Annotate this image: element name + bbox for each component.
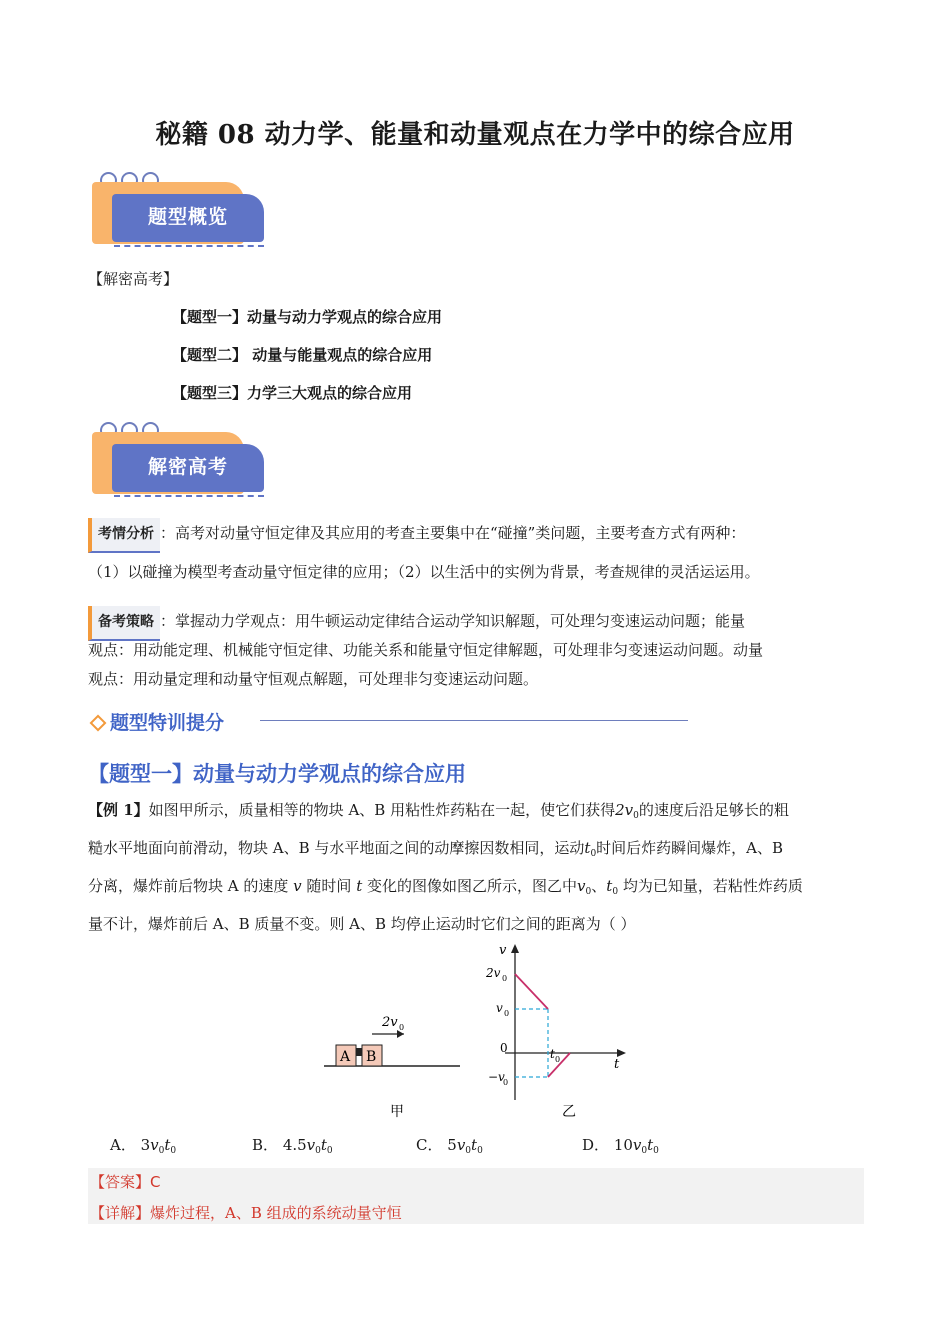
banner-overview-label: 题型概览 bbox=[112, 194, 264, 242]
example-label: 【例 1】 bbox=[88, 801, 149, 819]
option-d[interactable]: D． $10v_0t_0$ bbox=[582, 1136, 659, 1156]
beikao-line2: 观点：用动能定理、机械能守恒定律、功能关系和能量守恒定律解题，可处理非匀变速运动问题。动量 bbox=[88, 641, 764, 659]
example-text-3a: 分离，爆炸前后物块 A 的速度 bbox=[88, 877, 289, 895]
kaoqing-tag: 考情分析 bbox=[88, 518, 160, 553]
svg-text:0: 0 bbox=[502, 974, 508, 983]
option-b[interactable]: B． $4.5v_0t_0$ bbox=[252, 1136, 333, 1156]
example-line4: 量不计，爆炸前后 A、B 质量不变。则 A、B 均停止运动时它们之间的距离为（ ） bbox=[88, 915, 636, 933]
axis-v-label: v bbox=[499, 943, 507, 958]
tick-2v0: 2v bbox=[486, 966, 501, 980]
detail-value: 爆炸过程，A、B 组成的系统动量守恒 bbox=[150, 1204, 402, 1222]
banner-jiemi bbox=[92, 422, 272, 506]
example-text-2a: 糙水平地面向前滑动，物块 A、B 与水平地面之间的动摩擦因数相同，运动 bbox=[88, 839, 585, 857]
example-text-3b: 随时间 bbox=[306, 877, 352, 895]
example-text-3d: 、 bbox=[591, 877, 607, 895]
graph-segment-1 bbox=[515, 974, 548, 1009]
example-text-2b: 时间后炸药瞬间爆炸，A、B bbox=[596, 839, 784, 857]
tick-t0: t bbox=[550, 1047, 555, 1061]
explosive bbox=[356, 1048, 362, 1056]
diamond-icon bbox=[90, 715, 107, 732]
block-b-label: B bbox=[366, 1049, 377, 1065]
example-line2: 糙水平地面向前滑动，物块 A、B 与水平地面之间的动摩擦因数相同，运动$t_0$时间后炸药瞬间爆炸，A、B bbox=[88, 839, 784, 859]
kaoqing-line2: （1）以碰撞为模型考查动量守恒定律的应用；（2）以生活中的实例为背景，考查规律的灵活运运用。 bbox=[88, 563, 760, 581]
svg-text:0: 0 bbox=[504, 1009, 510, 1018]
caption-yi: 乙 bbox=[562, 1104, 576, 1120]
beikao-tag: 备考策略 bbox=[88, 606, 160, 641]
example-text-1b: 的速度后沿足够长的粗 bbox=[638, 801, 789, 819]
section-bar-label: 题型特训提分 bbox=[110, 712, 225, 734]
axis-t-label: t bbox=[614, 1057, 620, 1072]
example-text-1a: 如图甲所示，质量相等的物块 A、B 用粘性炸药粘在一起，使它们获得 bbox=[148, 801, 616, 819]
arrow-label: 2v bbox=[382, 1015, 398, 1030]
answer-label: 【答案】 bbox=[90, 1173, 151, 1191]
option-c[interactable]: C． $5v_0t_0$ bbox=[416, 1136, 483, 1156]
caption-jia: 甲 bbox=[390, 1104, 404, 1120]
banner-jiemi-label: 解密高考 bbox=[112, 444, 264, 492]
answer-value: C bbox=[150, 1173, 161, 1191]
banner-overview bbox=[92, 172, 272, 256]
figure bbox=[300, 940, 640, 1125]
example-text-3e: 均为已知量，若粘性炸药质 bbox=[622, 877, 803, 895]
example-line1: 【例 1】如图甲所示，质量相等的物块 A、B 用粘性炸药粘在一起，使它们获得$2v_0$的速度后沿足够长的粗 bbox=[88, 801, 789, 821]
page-title: 秘籍 08 动力学、能量和动量观点在力学中的综合应用 bbox=[155, 120, 795, 150]
kaoqing-line1: ：高考对动量守恒定律及其应用的考查主要集中在“碰撞”类问题，主要考查方式有两种： bbox=[160, 524, 746, 542]
block-a-label: A bbox=[340, 1049, 351, 1065]
beikao-line3: 观点：用动量定理和动量守恒观点解题，可处理非匀变速运动问题。 bbox=[88, 670, 539, 688]
example-line3: 分离，爆炸前后物块 A 的速度 v 随时间 t 变化的图像如图乙所示，图乙中$v_0$、$t_0$ 均为已知量，若粘性炸药质 bbox=[88, 877, 803, 897]
origin-label: 0 bbox=[500, 1041, 508, 1055]
option-a[interactable]: A． $3v_0t_0$ bbox=[110, 1136, 177, 1156]
svg-text:0: 0 bbox=[503, 1078, 509, 1087]
toc-item-3[interactable]: 【题型三】力学三大观点的综合应用 bbox=[172, 384, 413, 402]
arrow-label-sub: 0 bbox=[399, 1023, 405, 1032]
beikao-line1: ：掌握动力学观点：用牛顿运动定律结合运动学知识解题，可处理匀变速运动问题；能量 bbox=[160, 612, 746, 630]
tick-neg-v0: −v bbox=[488, 1070, 505, 1084]
detail-label: 【详解】 bbox=[90, 1204, 151, 1222]
jiemi-label: 【解密高考】 bbox=[88, 270, 179, 288]
detail-line bbox=[90, 1199, 402, 1228]
answer-line bbox=[90, 1168, 161, 1197]
example-text-3c: 变化的图像如图乙所示，图乙中 bbox=[367, 877, 578, 895]
toc-item-2[interactable]: 【题型二】 动量与能量观点的综合应用 bbox=[172, 346, 433, 364]
toc-item-1[interactable]: 【题型一】动量与动力学观点的综合应用 bbox=[172, 308, 443, 326]
type1-heading: 【题型一】动量与动力学观点的综合应用 bbox=[88, 762, 466, 786]
tick-v0: v bbox=[496, 1001, 503, 1015]
kaoqing-block bbox=[88, 518, 868, 553]
section-bar bbox=[92, 708, 692, 734]
svg-text:0: 0 bbox=[555, 1055, 561, 1064]
